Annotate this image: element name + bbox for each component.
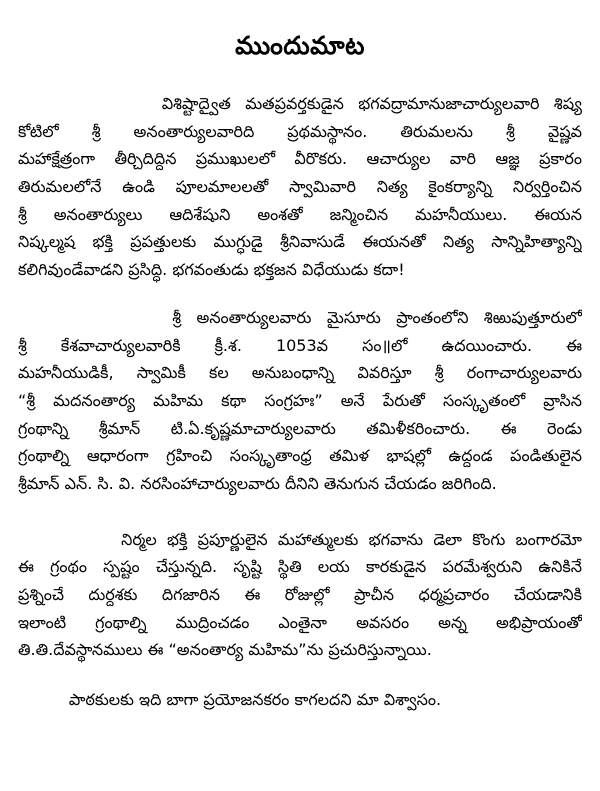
paragraph-line: శ్రీమాన్ ఎన్. సి. వి. నరసింహాచార్యులవారు దీనిని తెనుగున చేయడం జరిగింది. [18,473,497,493]
paragraph-1 [18,90,582,284]
paragraph-line: శ్రీ కేశవాచార్యులవారికి క్రీ.శ. 1053వ సం॥లో ఉదయించారు. ఈ [18,335,582,355]
paragraph-line: ఇలాంటి గ్రంథాల్ని ముద్రించడం ఎంతైనా అవసరం అన్న అభిప్రాయంతో [18,612,582,632]
paragraph-line: కోటిలో శ్రీ అనంతార్యులవారిది ప్రథమస్థానం. తిరుమలను శ్రీ వైష్ణవ [18,121,582,141]
paragraph-line: మహనీయుడికీ, స్వామికీ కల అనుబంధాన్ని వివరిస్తూ శ్రీ రంగాచార్యులవారు [18,363,582,383]
paragraph-line: గ్రంథాన్ని శ్రీమాన్ టి.ఏ.కృష్ణమాచార్యులవారు తమిళీకరించారు. ఈ రెండు [18,418,582,438]
paragraph-4 [18,686,582,714]
paragraph-2 [18,304,582,498]
paragraph-line: మహాక్షేత్రంగా తీర్చిదిద్దిన ప్రముఖులలో వీరొకరు. ఆచార్యుల వారి ఆజ్ఞ ప్రకారం [18,149,582,169]
page-title: ముందుమాట [235,31,365,60]
paragraph-line: ప్రశ్నించే దుర్దశకు దిగజారిన ఈ రోజుల్లో ప్రాచీన ధర్మప్రచారం చేయడానికి [18,585,582,604]
paragraph-line: శ్రీ అనంతార్యులవారు మైసూరు ప్రాంతంలోని శిఱుపుత్తూరులో [18,307,582,327]
paragraph-line: విశిష్టాద్వైత మతప్రవర్తకుడైన భగవద్రామానుజాచార్యులవారి శిష్య [18,94,582,113]
paragraph-line: పాఠకులకు ఇది బాగా ప్రయోజనకరం కాగలదని మా విశ్వాసం. [18,690,442,710]
paragraph-3 [18,526,582,664]
paragraph-line: గ్రంథాల్ని ఆధారంగా గ్రహించి సంస్కృతాంధ్ర తమిళ భాషల్లో ఉద్దండ పండితులైన [18,446,582,466]
paragraph-line: నిష్కల్మష భక్తి ప్రపత్తులకు ముగ్ధుడై శ్రీనివాసుడే ఈయనతో నిత్య సాన్నిహిత్యాన్ని [18,232,582,252]
paragraph-line: తిరుమలలోనే ఉండి పూలమాలలతో స్వామివారి నిత్య కైంకర్యాన్ని నిర్వర్తించిన [18,177,582,197]
paragraph-line: కలిగివుండేవాడని ప్రసిద్ధి. భగవంతుడు భక్తజన విధేయుడు కదా! [18,260,405,280]
paragraph-line: శ్రీ అనంతార్యులు ఆదిశేషుని అంశతో జన్మించిన మహనీయులు. ఈయన [18,204,582,224]
paragraph-line: తి.తి.దేవస్థానములు ఈ “అనంతార్య మహిమ”ను ప్రచురిస్తున్నాయి. [18,640,432,660]
paragraph-line: “శ్రీ మదనంతార్య మహిమ కథా సంగ్రహః” అనే పేరుతో సంస్కృతంలో వ్రాసిన [18,390,582,410]
paragraph-line: నిర్మల భక్తి ప్రపూర్ణులైన మహాత్ములకు భగవాను డెలా కొంగు బంగారమో [18,529,582,549]
paragraph-line: ఈ గ్రంథం స్పష్టం చేస్తున్నది. సృష్టి స్థితి లయ కారకుడైన పరమేశ్వరుని ఉనికినే [18,557,582,577]
